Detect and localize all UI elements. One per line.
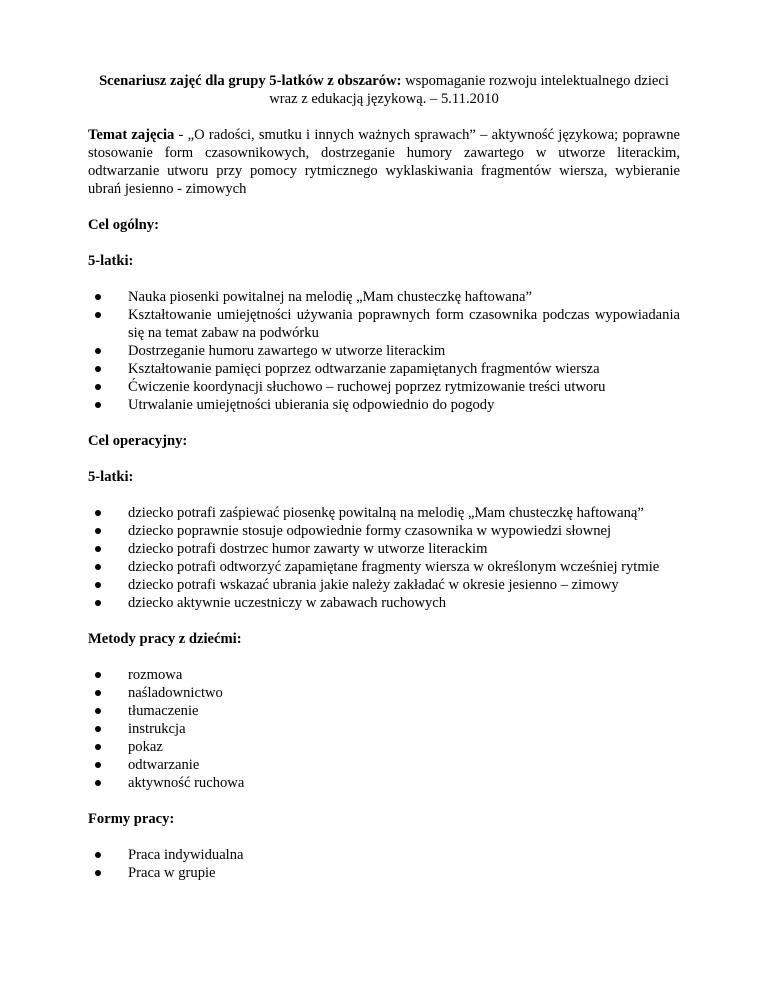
document-title xyxy=(88,72,680,108)
list-item: Kształtowanie pamięci poprzez odtwarzanie zapamiętanych fragmentów wiersza xyxy=(88,360,680,378)
title-normal: wspomaganie rozwoju intelektualnego dzieci wraz z edukacją językową. – 5.11.2010 xyxy=(269,73,669,107)
list-item: pokaz xyxy=(88,738,680,756)
list-item: dziecko potrafi dostrzec humor zawarty w utworze literackim xyxy=(88,540,680,558)
methods-list xyxy=(88,666,680,792)
list-item: instrukcja xyxy=(88,720,680,738)
list-item: naśladownictwo xyxy=(88,684,680,702)
list-item: Praca w grupie xyxy=(88,864,680,882)
general-goal-list xyxy=(88,288,680,414)
operational-goal-group: 5-latki: xyxy=(88,469,134,485)
general-goal-heading: Cel ogólny: xyxy=(88,217,159,233)
list-item: dziecko aktywnie uczestniczy w zabawach ruchowych xyxy=(88,594,680,612)
list-item: Dostrzeganie humoru zawartego w utworze literackim xyxy=(88,342,680,360)
list-item: Kształtowanie umiejętności używania poprawnych form czasownika podczas wypowiadania się na temat zabaw na podwórku xyxy=(88,306,680,342)
forms-list xyxy=(88,846,680,882)
list-item: rozmowa xyxy=(88,666,680,684)
list-item: dziecko potrafi wskazać ubrania jakie należy zakładać w okresie jesienno – zimowy xyxy=(88,576,680,594)
topic-paragraph xyxy=(88,126,680,198)
title-bold: Scenariusz zajęć dla grupy 5-latków z obszarów: xyxy=(99,73,402,89)
operational-goal-list xyxy=(88,504,680,612)
list-item: Nauka piosenki powitalnej na melodię „Mam chusteczkę haftowana” xyxy=(88,288,680,306)
operational-goal-heading: Cel operacyjny: xyxy=(88,433,188,449)
list-item: dziecko poprawnie stosuje odpowiednie formy czasownika w wypowiedzi słownej xyxy=(88,522,680,540)
list-item: dziecko potrafi zaśpiewać piosenkę powitalną na melodię „Mam chusteczkę haftowaną” xyxy=(88,504,680,522)
list-item: tłumaczenie xyxy=(88,702,680,720)
forms-heading: Formy pracy: xyxy=(88,811,175,827)
methods-heading: Metody pracy z dziećmi: xyxy=(88,631,242,647)
list-item: odtwarzanie xyxy=(88,756,680,774)
general-goal-group: 5-latki: xyxy=(88,253,134,269)
list-item: Praca indywidualna xyxy=(88,846,680,864)
topic-label: Temat zajęcia xyxy=(88,127,175,143)
list-item: Utrwalanie umiejętności ubierania się odpowiednio do pogody xyxy=(88,396,680,414)
list-item: Ćwiczenie koordynacji słuchowo – ruchowej poprzez rytmizowanie treści utworu xyxy=(88,378,680,396)
list-item: dziecko potrafi odtworzyć zapamiętane fragmenty wiersza w określonym wcześniej rytmie xyxy=(88,558,680,576)
topic-text: - „O radości, smutku i innych ważnych sprawach” – aktywność językowa; poprawne stosowanie form czasownikowych, dostrzeganie humory zawartego w utworze literackim, odtwarzanie utworu przy pomocy rytmicznego wyklaskiwania fragmentów wiersza, wybieranie ubrań jesienno - zimowych xyxy=(88,127,680,197)
list-item: aktywność ruchowa xyxy=(88,774,680,792)
